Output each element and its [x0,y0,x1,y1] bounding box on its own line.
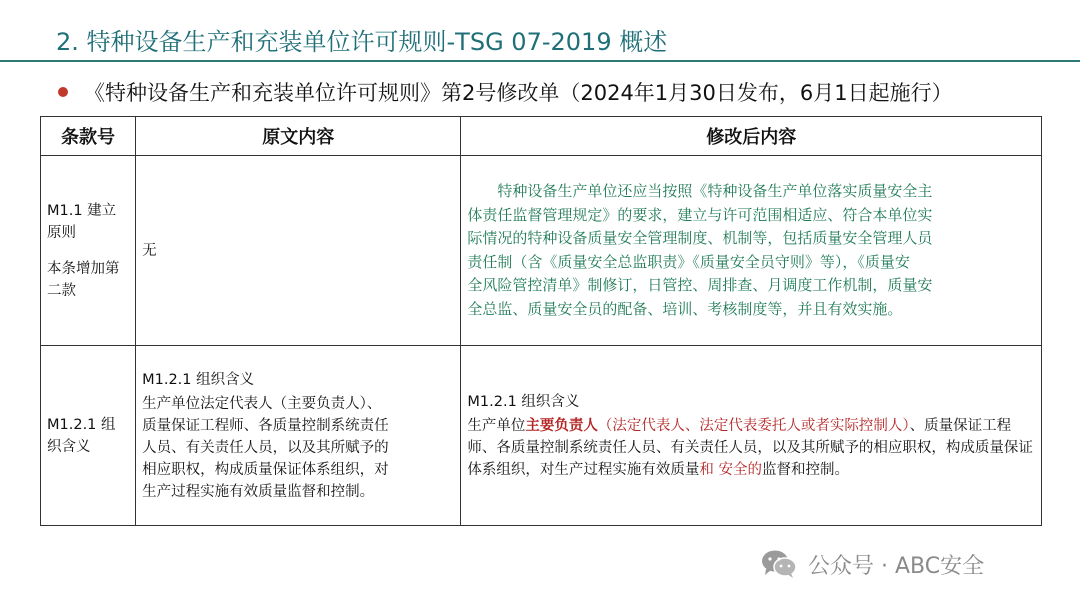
header-revised: 修改后内容 [461,117,1042,156]
revised-line: 际情况的特种设备质量安全管理制度、机制等，包括质量安全管理人员 [467,229,933,247]
table-row [41,346,1042,526]
original-heading: M1.2.1 组织含义 [142,371,255,388]
original-line: 人员、有关责任人员，以及其所赋予的 [142,439,389,456]
table-row [41,156,1042,346]
highlight-and: 和 [699,461,714,478]
revised-heading: M1.2.1 组织含义 [467,393,580,410]
title-divider [0,60,1080,62]
revised-cell [461,156,1042,346]
original-line: 质量保证工程师、各质量控制系统责任 [142,417,389,434]
original-line: 生产单位法定代表人（主要负责人）、 [142,395,382,412]
highlight-legal-rep: （法定代表人、法定代表委托人或者实际控制人） [597,417,910,434]
clause-cell [41,346,136,526]
revised-paragraph: 生产单位主要负责人（法定代表人、法定代表委托人或者实际控制人）、质量保证工程师、各质量控制系统责任人员、有关责任人员，以及其所赋予的相应职权，构成质量保证体系组织，对生产过程实施有效质量和 安全的监督和控制。 [467,417,1033,478]
original-line: 相应职权，构成质量保证体系组织，对 [142,461,389,478]
watermark-text: 公众号 · ABC安全 [808,553,985,579]
original-line: 生产过程实施有效质量监督和控制。 [142,483,375,500]
table-header-row [41,117,1042,156]
revised-line: 全风险管控清单》制修订，日管控、周排查、月调度工作机制，质量安 [467,276,933,294]
revised-line: 责任制（含《质量安全总监职责》《质量安全员守则》等），《质量安 [467,252,910,271]
clause-number: M1.1 建立原则 [47,202,117,241]
clause-number: M1.2.1 组织含义 [47,416,116,455]
highlight-main-responsible: 主要负责人 [525,417,598,434]
clause-note: 本条增加第二款 [47,260,120,299]
header-clause: 条款号 [41,117,136,156]
header-original: 原文内容 [136,117,461,156]
amendment-table [40,116,1042,526]
clause-cell [41,156,136,346]
subtitle-text: 《特种设备生产和充装单位许可规则》第2号修改单（2024年1月30日发布，6月1日起施行） [84,81,953,105]
wechat-icon [760,549,798,579]
watermark [760,548,984,580]
original-cell [136,156,461,346]
highlight-safety: 安全的 [718,461,763,478]
revised-line: 全总监、质量安全员的配备、培训、考核制度等，并且有效实施。 [467,299,903,318]
original-text: 无 [142,242,157,259]
revised-line: 特种设备生产单位还应当按照《特种设备生产单位落实质量安全主 [497,182,933,200]
page-title: 2. 特种设备生产和充装单位许可规则-TSG 07-2019 概述 [56,28,668,56]
subtitle-line [58,76,953,108]
revised-line: 体责任监督管理规定》的要求，建立与许可范围相适应、符合本单位实 [467,205,933,224]
revised-cell [461,346,1042,526]
bullet-dot-icon [58,87,68,97]
original-cell [136,346,461,526]
